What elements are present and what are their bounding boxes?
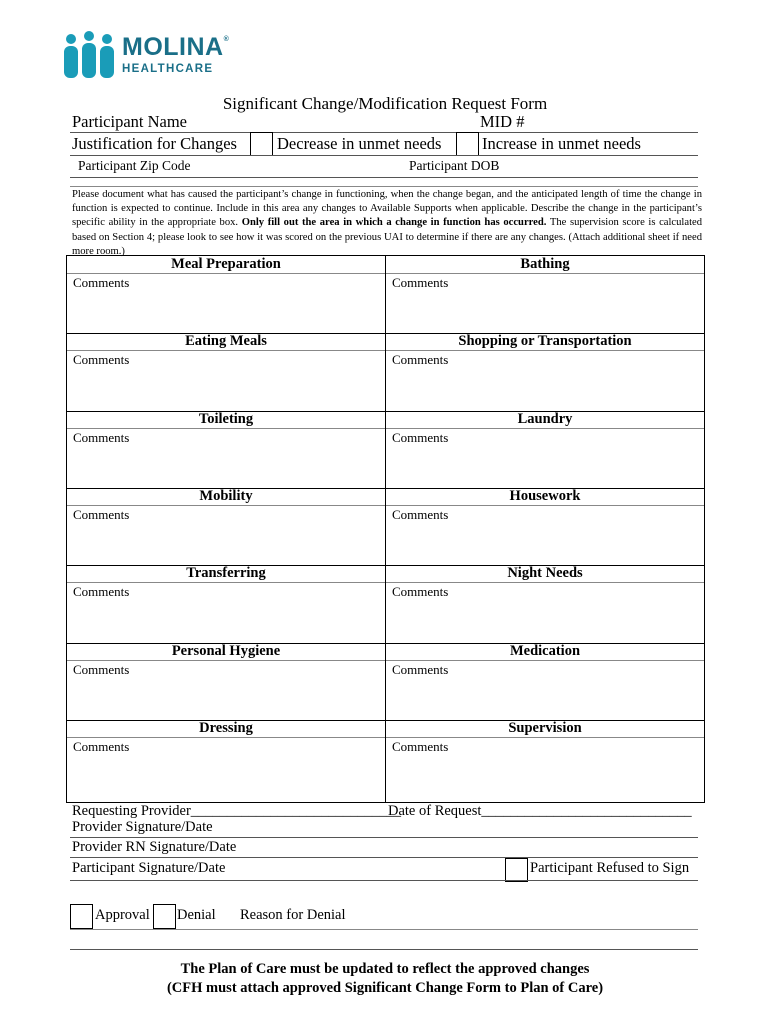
comments-label: Comments <box>392 738 449 754</box>
comments-label: Comments <box>392 584 449 600</box>
denial-label: Denial <box>177 907 216 923</box>
category-heading: Laundry <box>517 410 573 427</box>
approval-checkbox[interactable] <box>70 904 93 929</box>
category-heading: Shopping or Transportation <box>458 333 632 350</box>
category-heading: Eating Meals <box>185 333 267 350</box>
heading-underline <box>386 273 704 274</box>
category-cell-housework[interactable] <box>386 488 704 565</box>
zip-dob-line <box>70 177 698 178</box>
category-cell-laundry[interactable] <box>386 411 704 488</box>
category-cell-transferring[interactable] <box>67 565 385 642</box>
increase-label: Increase in unmet needs <box>482 134 641 153</box>
heading-underline <box>386 350 704 351</box>
comments-label: Comments <box>392 275 449 290</box>
provider-signature-label: Provider Signature/Date <box>72 819 213 835</box>
comments-label: Comments <box>73 429 130 445</box>
category-heading: Bathing <box>520 256 570 272</box>
category-cell-personal-hygiene[interactable] <box>67 643 385 720</box>
category-heading: Night Needs <box>507 565 583 582</box>
heading-underline <box>67 350 385 351</box>
approval-label: Approval <box>95 907 150 923</box>
comments-label: Comments <box>73 352 130 368</box>
decrease-label: Decrease in unmet needs <box>277 134 442 153</box>
brand-subname: HEALTHCARE <box>122 63 214 75</box>
participant-name-line <box>70 132 698 133</box>
increase-checkbox[interactable] <box>456 132 479 156</box>
decrease-checkbox[interactable] <box>250 132 273 156</box>
category-cell-dressing[interactable] <box>67 720 385 797</box>
comments-label: Comments <box>73 738 130 754</box>
category-heading: Transferring <box>186 565 266 582</box>
denial-checkbox[interactable] <box>153 904 176 929</box>
footer-note <box>0 960 770 998</box>
people-logo-icon <box>62 30 120 80</box>
participant-signature-label: Participant Signature/Date <box>72 860 226 876</box>
dob-label: Participant DOB <box>409 158 500 173</box>
form-title: Significant Change/Modification Request Form <box>222 94 548 113</box>
instructions-top-line <box>70 186 698 187</box>
category-heading: Medication <box>509 642 581 659</box>
refused-checkbox[interactable] <box>505 858 528 882</box>
rn-signature-label: Provider RN Signature/Date <box>72 839 237 855</box>
comments-label: Comments <box>73 584 130 600</box>
heading-underline <box>67 582 385 583</box>
heading-underline <box>386 505 704 506</box>
footer-line-1: The Plan of Care must be updated to reflect the approved changes <box>180 961 590 977</box>
category-heading: Housework <box>509 487 581 504</box>
heading-underline <box>67 505 385 506</box>
category-cell-toileting[interactable] <box>67 411 385 488</box>
participant-name-label: Participant Name <box>72 112 188 131</box>
zip-label: Participant Zip Code <box>78 158 191 173</box>
category-heading: Personal Hygiene <box>171 642 281 659</box>
mid-label: MID # <box>480 112 525 131</box>
heading-underline <box>67 737 385 738</box>
heading-underline <box>386 737 704 738</box>
category-cell-bathing[interactable] <box>386 256 704 333</box>
molina-logo <box>62 30 242 80</box>
category-heading: Toileting <box>198 410 254 427</box>
category-heading: Supervision <box>508 719 582 736</box>
heading-underline <box>67 428 385 429</box>
heading-underline <box>67 660 385 661</box>
category-heading: Dressing <box>199 719 253 736</box>
category-cell-shopping-or-transportation[interactable] <box>386 333 704 410</box>
comments-label: Comments <box>73 661 130 677</box>
category-cell-eating-meals[interactable] <box>67 333 385 410</box>
reason-for-denial-label: Reason for Denial <box>240 907 346 923</box>
category-cell-mobility[interactable] <box>67 488 385 565</box>
participant-signature-line[interactable] <box>70 880 698 881</box>
justification-line <box>70 155 698 156</box>
category-cell-night-needs[interactable] <box>386 565 704 642</box>
heading-underline <box>67 273 385 274</box>
rn-signature-line[interactable] <box>70 857 698 858</box>
provider-signature-line[interactable] <box>70 837 698 838</box>
justification-label: Justification for Changes <box>72 134 237 153</box>
category-heading: Meal Preparation <box>171 256 281 272</box>
category-cell-supervision[interactable] <box>386 720 704 797</box>
reason-line-2[interactable] <box>70 949 698 950</box>
category-heading: Mobility <box>199 487 253 504</box>
comments-label: Comments <box>392 506 449 522</box>
date-of-request-label: Date of Request_____________________________ <box>388 803 692 819</box>
instructions: Please document what has caused the participant’s change in functioning, when the change began, and the anticipated length of time the change in function is expected to continue. Include in this area any changes to Available Supports when applicable. Describe the change in the participant’s specific ability in the appropriate box. Only fill out the area in which a change in function has occurred. The supervision score is calculated based on Section 4; please look to see how it was scored on the previous UAI to determine if there are any changes. (Attach additional sheet if need more room.) <box>72 189 703 257</box>
heading-underline <box>386 582 704 583</box>
category-grid <box>66 255 705 803</box>
category-cell-meal-preparation[interactable] <box>67 256 385 333</box>
comments-label: Comments <box>392 429 449 445</box>
comments-label: Comments <box>392 352 449 368</box>
comments-label: Comments <box>392 661 449 677</box>
refused-label: Participant Refused to Sign <box>530 860 690 876</box>
footer-line-2: (CFH must attach approved Significant Change Form to Plan of Care) <box>166 980 604 996</box>
reason-line-1[interactable] <box>70 929 698 930</box>
category-cell-medication[interactable] <box>386 643 704 720</box>
requesting-provider-label: Requesting Provider_____________________________ <box>72 803 402 819</box>
brand-name: MOLINA® <box>122 33 230 61</box>
heading-underline <box>386 428 704 429</box>
heading-underline <box>386 660 704 661</box>
comments-label: Comments <box>73 275 130 290</box>
comments-label: Comments <box>73 506 130 522</box>
